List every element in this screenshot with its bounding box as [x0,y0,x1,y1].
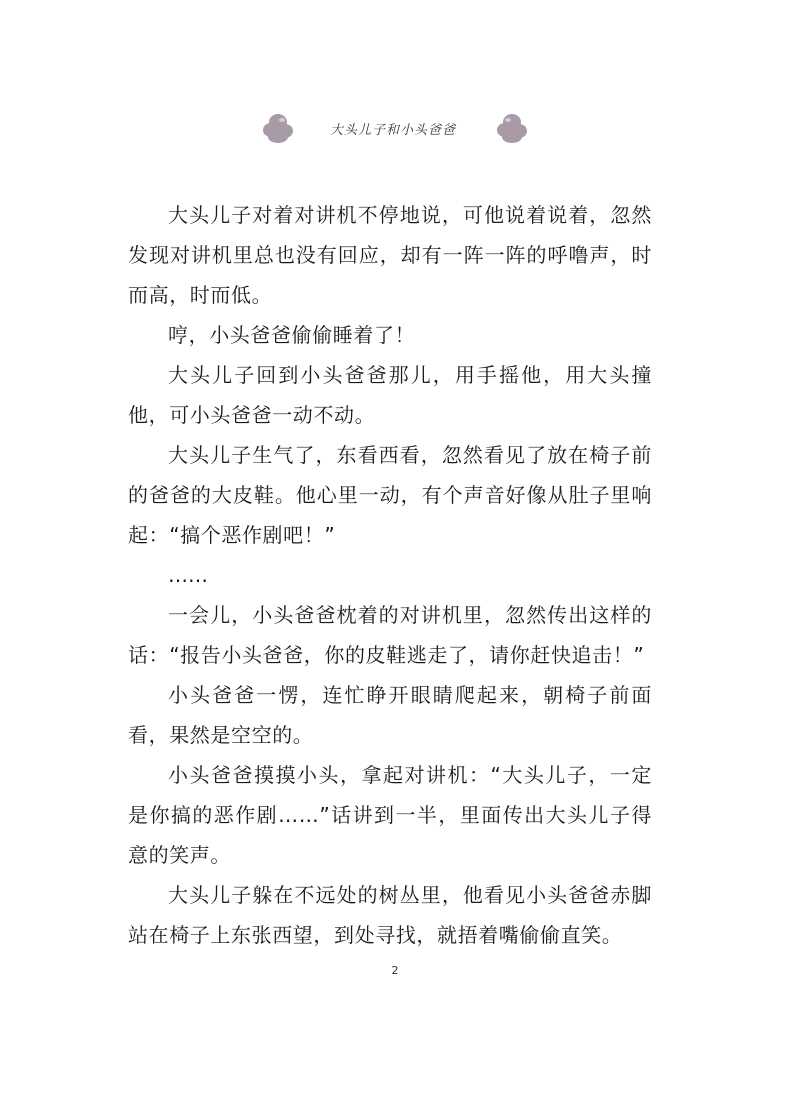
body-text [128,195,652,955]
paragraph: 大头儿子躲在不远处的树丛里，他看见小头爸爸赤脚站在椅子上东张西望，到处寻找，就捂着嘴偷偷直笑。 [128,883,652,947]
paragraph-ellipsis: …… [168,563,208,587]
paragraph: 小头爸爸摸摸小头，拿起对讲机：“大头儿子，一定是你搞的恶作剧……”话讲到一半，里面传出大头儿子得意的笑声。 [128,763,652,867]
page-number: 2 [391,964,399,977]
paragraph: 大头儿子对着对讲机不停地说，可他说着说着，忽然发现对讲机里总也没有回应，却有一阵一阵的呼噜声，时而高，时而低。 [128,203,652,307]
paragraph: 一会儿，小头爸爸枕着的对讲机里，忽然传出这样的话：“报告小头爸爸，你的皮鞋逃走了，请你赶快追击！” [128,603,652,667]
running-header [0,108,790,148]
running-header-title: 大头儿子和小头爸爸 [329,122,456,138]
paragraph: 小头爸爸一愣，连忙睁开眼睛爬起来，朝椅子前面看，果然是空空的。 [128,683,652,747]
flower-silhouette-icon [260,110,296,146]
paragraph: 哼，小头爸爸偷偷睡着了！ [168,323,416,347]
flower-silhouette-icon [494,110,530,146]
paragraph: 大头儿子生气了，东看西看，忽然看见了放在椅子前的爸爸的大皮鞋。他心里一动，有个声音好像从肚子里响起：“搞个恶作剧吧！” [128,443,652,547]
paragraph: 大头儿子回到小头爸爸那儿，用手摇他，用大头撞他，可小头爸爸一动不动。 [128,363,652,427]
